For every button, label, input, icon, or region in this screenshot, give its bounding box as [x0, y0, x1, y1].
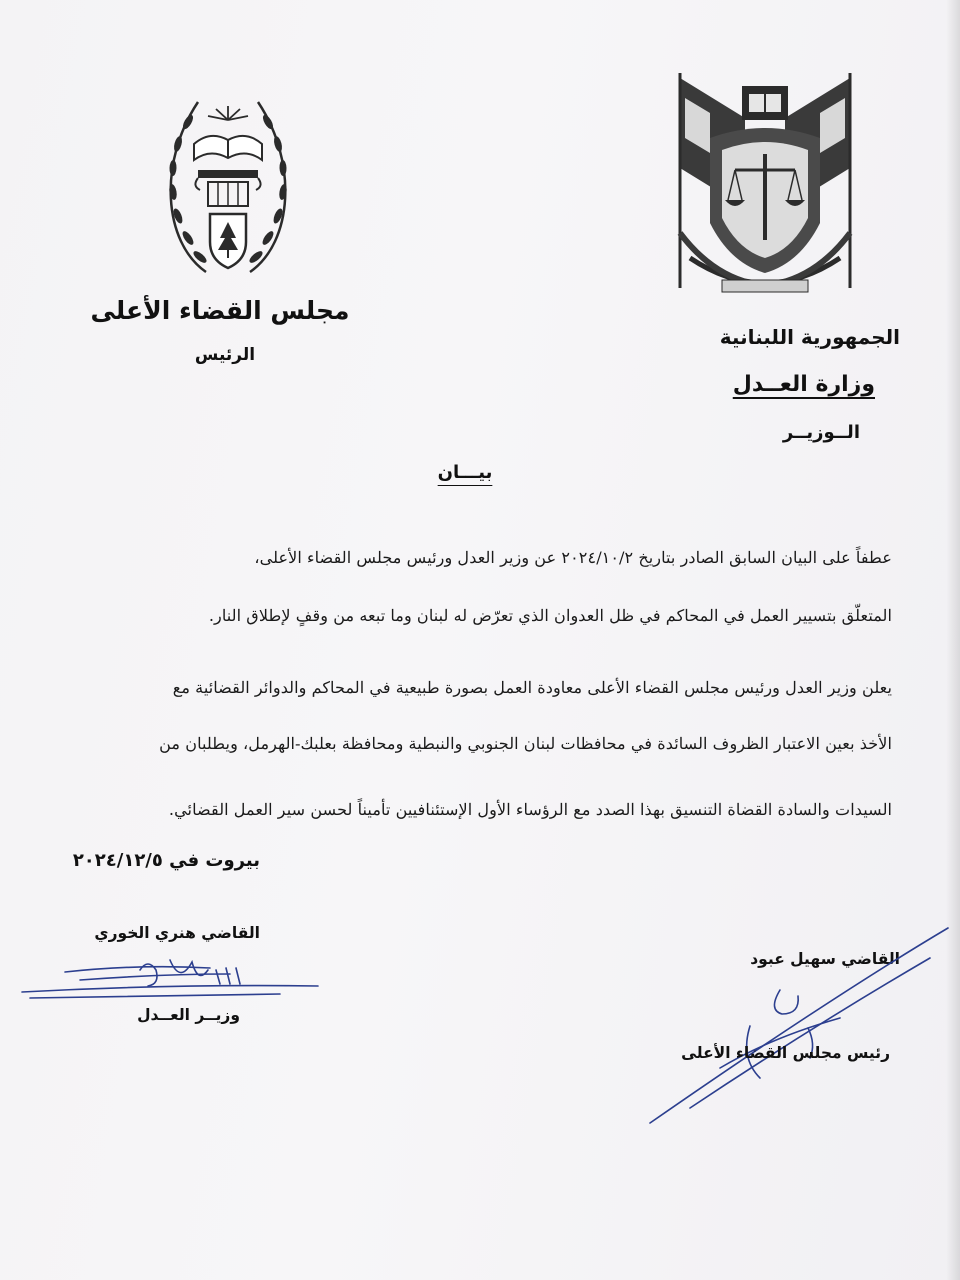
ministry-justice-emblem — [650, 58, 880, 308]
minister-label: الــوزيــر — [782, 422, 860, 443]
document-heading: بيـــان — [437, 462, 493, 483]
council-subtitle: الرئيس — [194, 345, 256, 365]
signatory-left-name: القاضي هنري الخوري — [94, 924, 260, 942]
signatory-right-name: القاضي سهيل عبود — [750, 950, 900, 968]
handwritten-signature-right — [630, 918, 960, 1133]
council-title: مجلس القضاء الأعلى — [90, 296, 350, 325]
signatory-right-title: رئيس مجلس القضاء الأعلى — [681, 1044, 890, 1062]
body-line-4: الأخذ بعين الاعتبار الظروف السائدة في محافظات لبنان الجنوبي والنبطية ومحافظة بعلبك-الهرمل، ويطلبان من — [159, 734, 892, 753]
ministry-title: وزارة العــدل — [732, 372, 875, 397]
place-date: بيروت في ٢٠٢٤/١٢/٥ — [72, 850, 260, 871]
signatory-left-title: وزيــر العــدل — [137, 1006, 240, 1024]
body-line-3: يعلن وزير العدل ورئيس مجلس القضاء الأعلى معاودة العمل بصورة طبيعية في المحاكم والدوائر القضائية مع — [172, 678, 892, 697]
republic-title: الجمهورية اللبنانية — [719, 325, 900, 349]
council-emblem — [158, 82, 298, 287]
body-line-2: المتعلّق بتسيير العمل في المحاكم في ظل العدوان الذي تعرّض له لبنان وما تبعه من وقفٍ لإطلاق النار. — [208, 606, 892, 625]
body-line-5: السيدات والسادة القضاة التنسيق بهذا الصدد مع الرؤساء الأول الإستئنافيين تأميناً لحسن سير العمل القضائي. — [168, 800, 892, 819]
body-line-1: عطفاً على البيان السابق الصادر بتاريخ ٢٠٢٤/١٠/٢ عن وزير العدل ورئيس مجلس القضاء الأعلى، — [254, 548, 892, 567]
